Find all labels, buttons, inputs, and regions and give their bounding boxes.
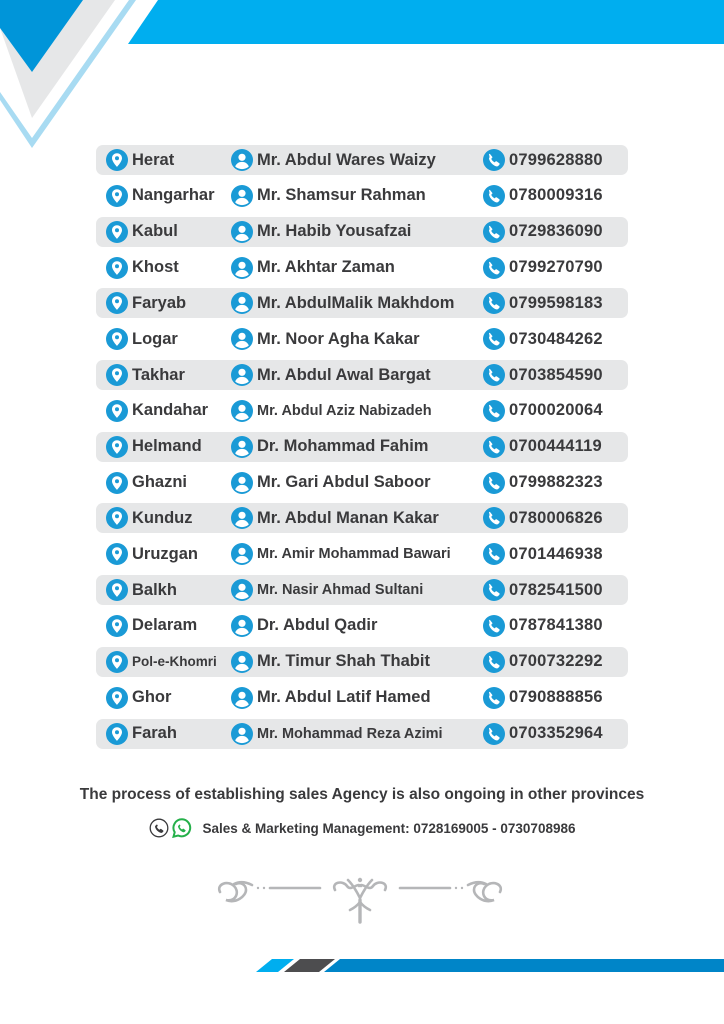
location-pin-icon — [106, 723, 128, 745]
city-cell — [106, 503, 192, 533]
city-cell — [106, 217, 178, 247]
agent-name: Mr. Abdul Aziz Nabizadeh — [257, 402, 432, 419]
user-icon — [231, 400, 253, 422]
city-name: Ghor — [132, 688, 172, 707]
agent-name: Mr. Nasir Ahmad Sultani — [257, 582, 424, 599]
city-cell — [106, 360, 185, 390]
phone-icon — [483, 436, 505, 458]
contact-line — [0, 818, 724, 838]
user-icon — [231, 436, 253, 458]
phone-cell — [483, 432, 602, 462]
phone-icon — [483, 149, 505, 171]
location-pin-icon — [106, 328, 128, 350]
top-decoration — [0, 0, 724, 160]
agent-name: Mr. Mohammad Reza Azimi — [257, 725, 443, 742]
phone-number[interactable]: 0787841380 — [509, 616, 603, 635]
city-name: Balkh — [132, 580, 177, 599]
person-cell — [231, 253, 395, 283]
city-name: Helmand — [132, 437, 202, 456]
phone-icon — [483, 292, 505, 314]
city-cell — [106, 253, 179, 283]
person-cell — [231, 647, 430, 677]
location-pin-icon — [106, 149, 128, 171]
location-pin-icon — [106, 687, 128, 709]
agent-name: Mr. Shamsur Rahman — [257, 186, 426, 205]
location-pin-icon — [106, 400, 128, 422]
agent-name: Mr. Gari Abdul Saboor — [257, 473, 431, 492]
phone-number[interactable]: 0799270790 — [509, 258, 603, 277]
phone-cell — [483, 360, 603, 390]
city-name: Delaram — [132, 616, 198, 635]
phone-cell — [483, 611, 603, 641]
user-icon — [231, 687, 253, 709]
location-pin-icon — [106, 543, 128, 565]
city-name: Kandahar — [132, 401, 209, 420]
agent-name: Mr. Abdul Awal Bargat — [257, 365, 431, 384]
agent-name: Mr. Noor Agha Kakar — [257, 329, 420, 348]
agent-name: Dr. Abdul Qadir — [257, 616, 378, 635]
city-name: Uruzgan — [132, 544, 198, 563]
phone-cell — [483, 503, 603, 533]
agent-row — [96, 719, 628, 749]
phone-cell — [483, 468, 603, 498]
person-cell — [231, 719, 443, 749]
agent-list — [96, 145, 628, 754]
person-cell — [231, 683, 431, 713]
agent-row — [96, 360, 628, 390]
agent-name: Mr. Abdul Wares Waizy — [257, 150, 436, 169]
city-name: Pol-e-Khomri — [132, 654, 217, 670]
agent-row — [96, 683, 628, 713]
person-cell — [231, 468, 431, 498]
phone-icon — [483, 257, 505, 279]
city-cell — [106, 145, 174, 175]
phone-icon — [483, 579, 505, 601]
phone-cell — [483, 217, 603, 247]
user-icon — [231, 507, 253, 529]
location-pin-icon — [106, 185, 128, 207]
city-name: Faryab — [132, 293, 187, 312]
city-name: Kunduz — [132, 508, 193, 527]
phone-number[interactable]: 0700732292 — [509, 652, 603, 671]
city-name: Takhar — [132, 365, 185, 384]
location-pin-icon — [106, 651, 128, 673]
agent-row — [96, 503, 628, 533]
city-name: Farah — [132, 724, 177, 742]
user-icon — [231, 472, 253, 494]
city-cell — [106, 647, 217, 677]
location-pin-icon — [106, 257, 128, 279]
agent-row — [96, 647, 628, 677]
agent-row — [96, 611, 628, 641]
agent-row — [96, 181, 628, 211]
phone-cell — [483, 683, 603, 713]
phone-icon — [483, 185, 505, 207]
user-icon — [231, 364, 253, 386]
city-cell — [106, 181, 215, 211]
city-cell — [106, 539, 198, 569]
location-pin-icon — [106, 364, 128, 386]
agent-name: Mr. Abdul Manan Kakar — [257, 508, 439, 527]
user-icon — [231, 543, 253, 565]
phone-cell — [483, 719, 603, 749]
dark-blue-stripe — [324, 959, 724, 972]
phone-cell — [483, 647, 603, 677]
phone-number[interactable]: 0780009316 — [509, 186, 603, 205]
person-cell — [231, 181, 426, 211]
person-cell — [231, 575, 423, 605]
city-cell — [106, 683, 171, 713]
user-icon — [231, 149, 253, 171]
city-cell — [106, 575, 177, 605]
person-cell — [231, 539, 451, 569]
location-pin-icon — [106, 436, 128, 458]
user-icon — [231, 185, 253, 207]
phone-number[interactable]: 0780006826 — [509, 508, 603, 527]
phone-cell — [483, 539, 603, 569]
phone-number[interactable]: 0799882323 — [509, 473, 603, 492]
agent-name: Mr. Timur Shah Thabit — [257, 652, 430, 671]
agent-name: Mr. AbdulMalik Makhdom — [257, 293, 455, 312]
phone-number[interactable]: 0799598183 — [509, 293, 603, 312]
phone-cell — [483, 324, 603, 354]
phone-number[interactable]: 0700020064 — [509, 401, 603, 420]
whatsapp-icon — [172, 818, 192, 838]
phone-icon — [483, 651, 505, 673]
phone-number[interactable]: 0700444119 — [509, 437, 602, 456]
city-name: Khost — [132, 258, 179, 277]
agent-name: Mr. Akhtar Zaman — [257, 258, 395, 277]
agent-row — [96, 468, 628, 498]
agent-row — [96, 575, 628, 605]
city-cell — [106, 288, 186, 318]
agent-row — [96, 324, 628, 354]
phone-cell — [483, 288, 603, 318]
location-pin-icon — [106, 472, 128, 494]
agent-name: Mr. Amir Mohammad Bawari — [257, 546, 451, 563]
bottom-decoration — [0, 955, 724, 977]
agent-name: Dr. Mohammad Fahim — [257, 437, 429, 456]
top-blue-bar — [128, 0, 724, 44]
agency-note: The process of establishing sales Agency is also ongoing in other provinces — [79, 786, 645, 803]
user-icon — [231, 292, 253, 314]
phone-cell — [483, 145, 603, 175]
phone-icon — [483, 328, 505, 350]
city-name: Logar — [132, 329, 178, 348]
user-icon — [231, 328, 253, 350]
phone-number[interactable]: 0790888856 — [509, 688, 603, 707]
phone-icon — [483, 364, 505, 386]
person-cell — [231, 503, 439, 533]
phone-icon — [483, 400, 505, 422]
phone-icon — [149, 818, 169, 838]
person-cell — [231, 217, 411, 247]
phone-number[interactable]: 0729836090 — [509, 222, 603, 241]
person-cell — [231, 432, 428, 462]
city-name: Herat — [132, 150, 175, 169]
agent-name: Mr. Habib Yousafzai — [257, 222, 412, 241]
agent-row — [96, 145, 628, 175]
sales-marketing-contact: Sales & Marketing Management: 0728169005 - 0730708986 — [202, 820, 576, 836]
phone-number[interactable]: 0703352964 — [509, 724, 603, 742]
city-cell — [106, 396, 208, 426]
user-icon — [231, 257, 253, 279]
location-pin-icon — [106, 507, 128, 529]
phone-icon — [483, 687, 505, 709]
phone-cell — [483, 181, 603, 211]
phone-number[interactable]: 0730484262 — [509, 329, 603, 348]
city-cell — [106, 611, 197, 641]
agent-row — [96, 432, 628, 462]
city-name: Kabul — [132, 222, 178, 241]
person-cell — [231, 396, 432, 426]
city-name: Ghazni — [132, 473, 188, 492]
user-icon — [231, 723, 253, 745]
city-cell — [106, 468, 187, 498]
person-cell — [231, 145, 436, 175]
phone-icon — [483, 507, 505, 529]
phone-number[interactable]: 0799628880 — [509, 150, 603, 169]
phone-icon — [483, 543, 505, 565]
city-cell — [106, 324, 178, 354]
user-icon — [231, 615, 253, 637]
person-cell — [231, 360, 431, 390]
agent-row — [96, 539, 628, 569]
location-pin-icon — [106, 579, 128, 601]
ornamental-divider — [210, 870, 510, 930]
location-pin-icon — [106, 292, 128, 314]
phone-cell — [483, 575, 603, 605]
agent-row — [96, 217, 628, 247]
person-cell — [231, 611, 377, 641]
person-cell — [231, 324, 420, 354]
phone-cell — [483, 396, 603, 426]
phone-icon — [483, 615, 505, 637]
phone-icon — [483, 221, 505, 243]
user-icon — [231, 579, 253, 601]
agent-name: Mr. Abdul Latif Hamed — [257, 688, 431, 707]
phone-number[interactable]: 0782541500 — [509, 580, 603, 599]
agent-row — [96, 288, 628, 318]
user-icon — [231, 651, 253, 673]
agent-row — [96, 253, 628, 283]
phone-number[interactable]: 0701446938 — [509, 544, 603, 563]
agent-row — [96, 396, 628, 426]
location-pin-icon — [106, 221, 128, 243]
phone-icon — [483, 472, 505, 494]
phone-icon — [483, 723, 505, 745]
location-pin-icon — [106, 615, 128, 637]
phone-cell — [483, 253, 603, 283]
city-cell — [106, 719, 177, 749]
city-cell — [106, 432, 202, 462]
phone-number[interactable]: 0703854590 — [509, 365, 603, 384]
person-cell — [231, 288, 454, 318]
user-icon — [231, 221, 253, 243]
city-name: Nangarhar — [132, 186, 215, 205]
